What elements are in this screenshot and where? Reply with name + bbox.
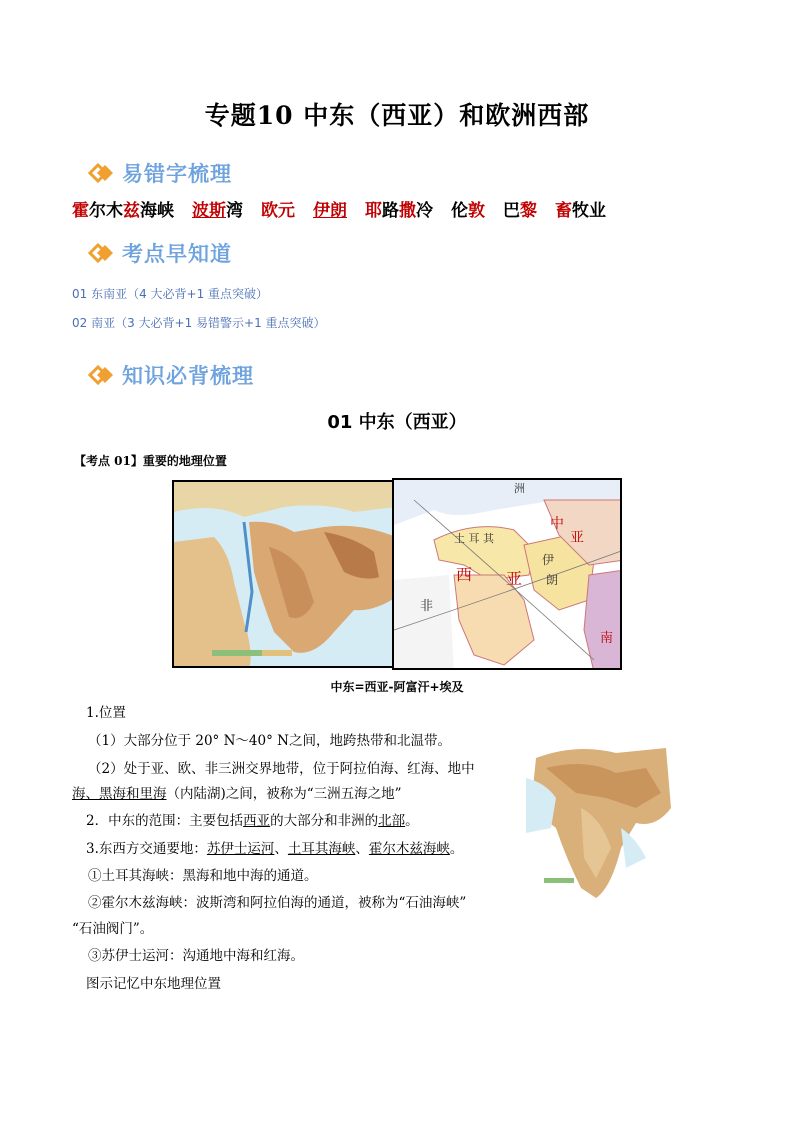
para-diagram-note: 图示记忆中东地理位置 xyxy=(86,976,221,992)
para-position-heading: 1.位置 xyxy=(86,705,126,721)
word-husbandry: 畜牧业 xyxy=(555,201,606,221)
section-header-errors xyxy=(88,158,232,188)
section-label: 知识必背梳理 xyxy=(122,364,254,388)
word-iran: 伊朗 xyxy=(313,201,347,221)
word-london: 伦敦 xyxy=(451,201,485,221)
label-ya2: 亚 xyxy=(506,569,523,588)
terrain-map-drawing xyxy=(174,482,394,668)
para-hormuz: ②霍尔木兹海峡：波斯湾和阿拉伯海的通道，被称为“石油海峡” xyxy=(88,895,467,911)
label-ya: 亚 xyxy=(570,530,584,546)
label-zhou: 洲 xyxy=(514,482,525,495)
diamond-icon xyxy=(88,364,114,386)
para-turkish-strait: ①土耳其海峡：黑海和地中海的通道。 xyxy=(88,868,318,884)
para-transport: 3.东西方交通要地：苏伊士运河、土耳其海峡、霍尔木兹海峡。 xyxy=(86,841,464,857)
word-hormuz: 霍尔木兹海峡 xyxy=(72,201,174,221)
toc-item-1[interactable]: 01 东南亚（4 大必背+1 重点突破） xyxy=(72,287,269,301)
label-fei: 非 xyxy=(420,599,434,614)
diamond-icon xyxy=(88,162,114,184)
word-paris: 巴黎 xyxy=(503,201,537,221)
para-suez: ③苏伊士运河：沟通地中海和红海。 xyxy=(88,948,304,964)
para-hormuz-cont: “石油阀门”。 xyxy=(72,921,154,937)
political-map-drawing xyxy=(394,480,622,670)
para-position-2: （2）处于亚、欧、非三洲交界地带，位于阿拉伯海、红海、地中 xyxy=(88,761,475,777)
label-nan: 南 xyxy=(600,631,614,646)
section-label: 考点早知道 xyxy=(122,242,232,266)
section-header-preview xyxy=(88,238,232,268)
section-header-knowledge xyxy=(88,360,254,390)
toc-item-2[interactable]: 02 南亚（3 大必背+1 易错警示+1 重点突破） xyxy=(72,316,326,330)
kaodian-label: 【考点 01】重要的地理位置 xyxy=(74,454,227,468)
subsection-title: 01 中东（西亚） xyxy=(327,412,467,433)
label-yi: 伊 xyxy=(542,553,555,567)
diamond-icon xyxy=(88,242,114,264)
terrain-map-left xyxy=(172,480,394,668)
error-char-row xyxy=(72,196,606,221)
map-caption: 中东=西亚-阿富汗+埃及 xyxy=(330,680,464,694)
small-terrain-map xyxy=(526,738,676,903)
small-map-drawing xyxy=(526,738,676,903)
political-map-right xyxy=(392,478,622,670)
label-zhong: 中 xyxy=(550,516,564,532)
word-jerusalem: 耶路撒冷 xyxy=(365,201,433,221)
para-scope: 2．中东的范围：主要包括西亚的大部分和非洲的北部。 xyxy=(86,813,419,829)
word-euro: 欧元 xyxy=(261,201,295,221)
label-lang: 朗 xyxy=(546,573,559,587)
para-position-1: （1）大部分位于 20° N～40° N之间，地跨热带和北温带。 xyxy=(88,733,451,749)
word-persian-gulf: 波斯湾 xyxy=(192,201,243,221)
label-xi: 西 xyxy=(456,565,473,584)
para-position-2-cont: 海、黑海和里海（内陆湖)之间，被称为“三洲五海之地” xyxy=(72,786,402,802)
label-turkey: 土 耳 其 xyxy=(454,532,494,545)
section-label: 易错字梳理 xyxy=(122,162,232,186)
page-title: 专题10 中东（西亚）和欧洲西部 xyxy=(204,101,590,130)
